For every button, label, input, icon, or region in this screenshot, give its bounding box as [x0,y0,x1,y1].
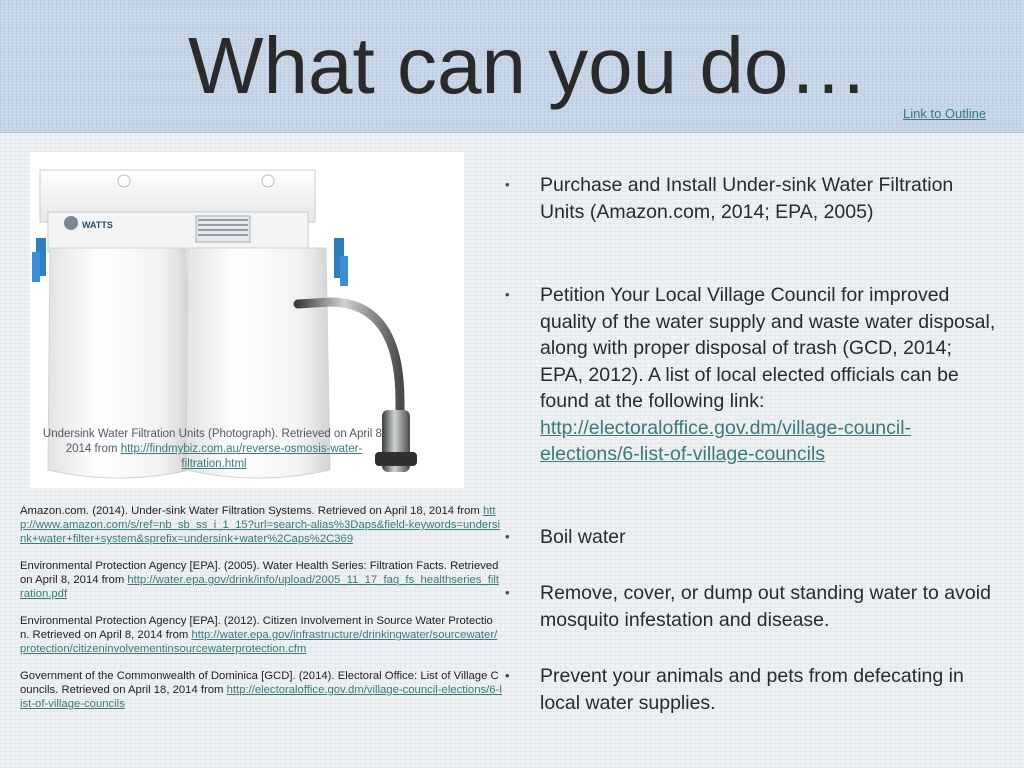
title-banner [0,0,1024,133]
bullet-text [540,663,997,716]
bullet-text [540,282,997,468]
reference-text: Environmental Protection Agency [EPA]. (2012). Citizen Involvement in Source Water Protection. Retrieved on April 8, 2014 from [20,615,493,641]
reference-item [20,504,502,546]
bullet-text-content: Petition Your Local Village Council for improved quality of the water supply and waste water disposal, along with proper disposal of trash (GCD, 2014; EPA, 2012). A list of local elected officials can be found at the following link: [540,284,996,412]
reference-item [20,669,502,711]
filter-brand-label: WATTS [82,220,113,230]
bullet-text-content: Boil water [540,526,626,548]
bullet-text-content: Remove, cover, or dump out standing water to avoid mosquito infestation and disease. [540,582,991,631]
reference-link[interactable]: http://water.epa.gov/infrastructure/drinkingwater/sourcewater/protection/citizeninvolvementinsourcewaterprotection.cfm [20,629,498,655]
outline-link[interactable]: Link to Outline [903,106,987,121]
bullet-text [540,580,997,633]
village-councils-link[interactable]: http://electoraloffice.gov.dm/village-council-elections/6-list-of-village-councils [540,416,912,465]
reference-item [20,614,502,656]
photo-caption-link[interactable]: http://findmybiz.com.au/reverse-osmosis-water-filtration.html [120,443,363,470]
bullet-marker: • [505,287,510,302]
references-list [20,504,502,724]
slide-title: What can you do… [188,21,869,110]
bullet-text-content: Purchase and Install Under-sink Water Filtration Units (Amazon.com, 2014; EPA, 2005) [540,174,954,223]
photo-caption [36,427,392,472]
bullet-marker: • [505,529,510,544]
reference-text: Environmental Protection Agency [EPA]. (2005). Water Health Series: Filtration Facts. Retrieved on April 8, 2014 from [20,560,499,586]
bullet-text [540,524,997,551]
reference-link[interactable]: http://www.amazon.com/s/ref=nb_sb_ss_i_1_15?url=search-alias%3Daps&field-keywords=undersink+water+filter+system&sprefix=undersink+water%2Caps%2C369 [20,505,501,545]
bullet-marker: • [505,668,510,683]
reference-text: Amazon.com. (2014). Under-sink Water Filtration Systems. Retrieved on April 18, 2014 from [20,505,483,517]
bullet-text-content: Prevent your animals and pets from defecating in local water supplies. [540,665,964,714]
bullet-marker: • [505,177,510,192]
bullet-text [540,172,997,225]
bullet-marker: • [505,585,510,600]
reference-link[interactable]: http://electoraloffice.gov.dm/village-council-elections/6-list-of-village-councils [20,684,502,710]
reference-text: Government of the Commonwealth of Dominica [GCD]. (2014). Electoral Office: List of Village Councils. Retrieved on April 18, 2014 from [20,670,499,696]
reference-item [20,559,502,601]
reference-link[interactable]: http://water.epa.gov/drink/info/upload/2005_11_17_faq_fs_healthseries_filtration.pdf [20,574,499,600]
photo-caption-text: Undersink Water Filtration Units (Photograph). Retrieved on April 8, 2014 from [42,428,386,455]
